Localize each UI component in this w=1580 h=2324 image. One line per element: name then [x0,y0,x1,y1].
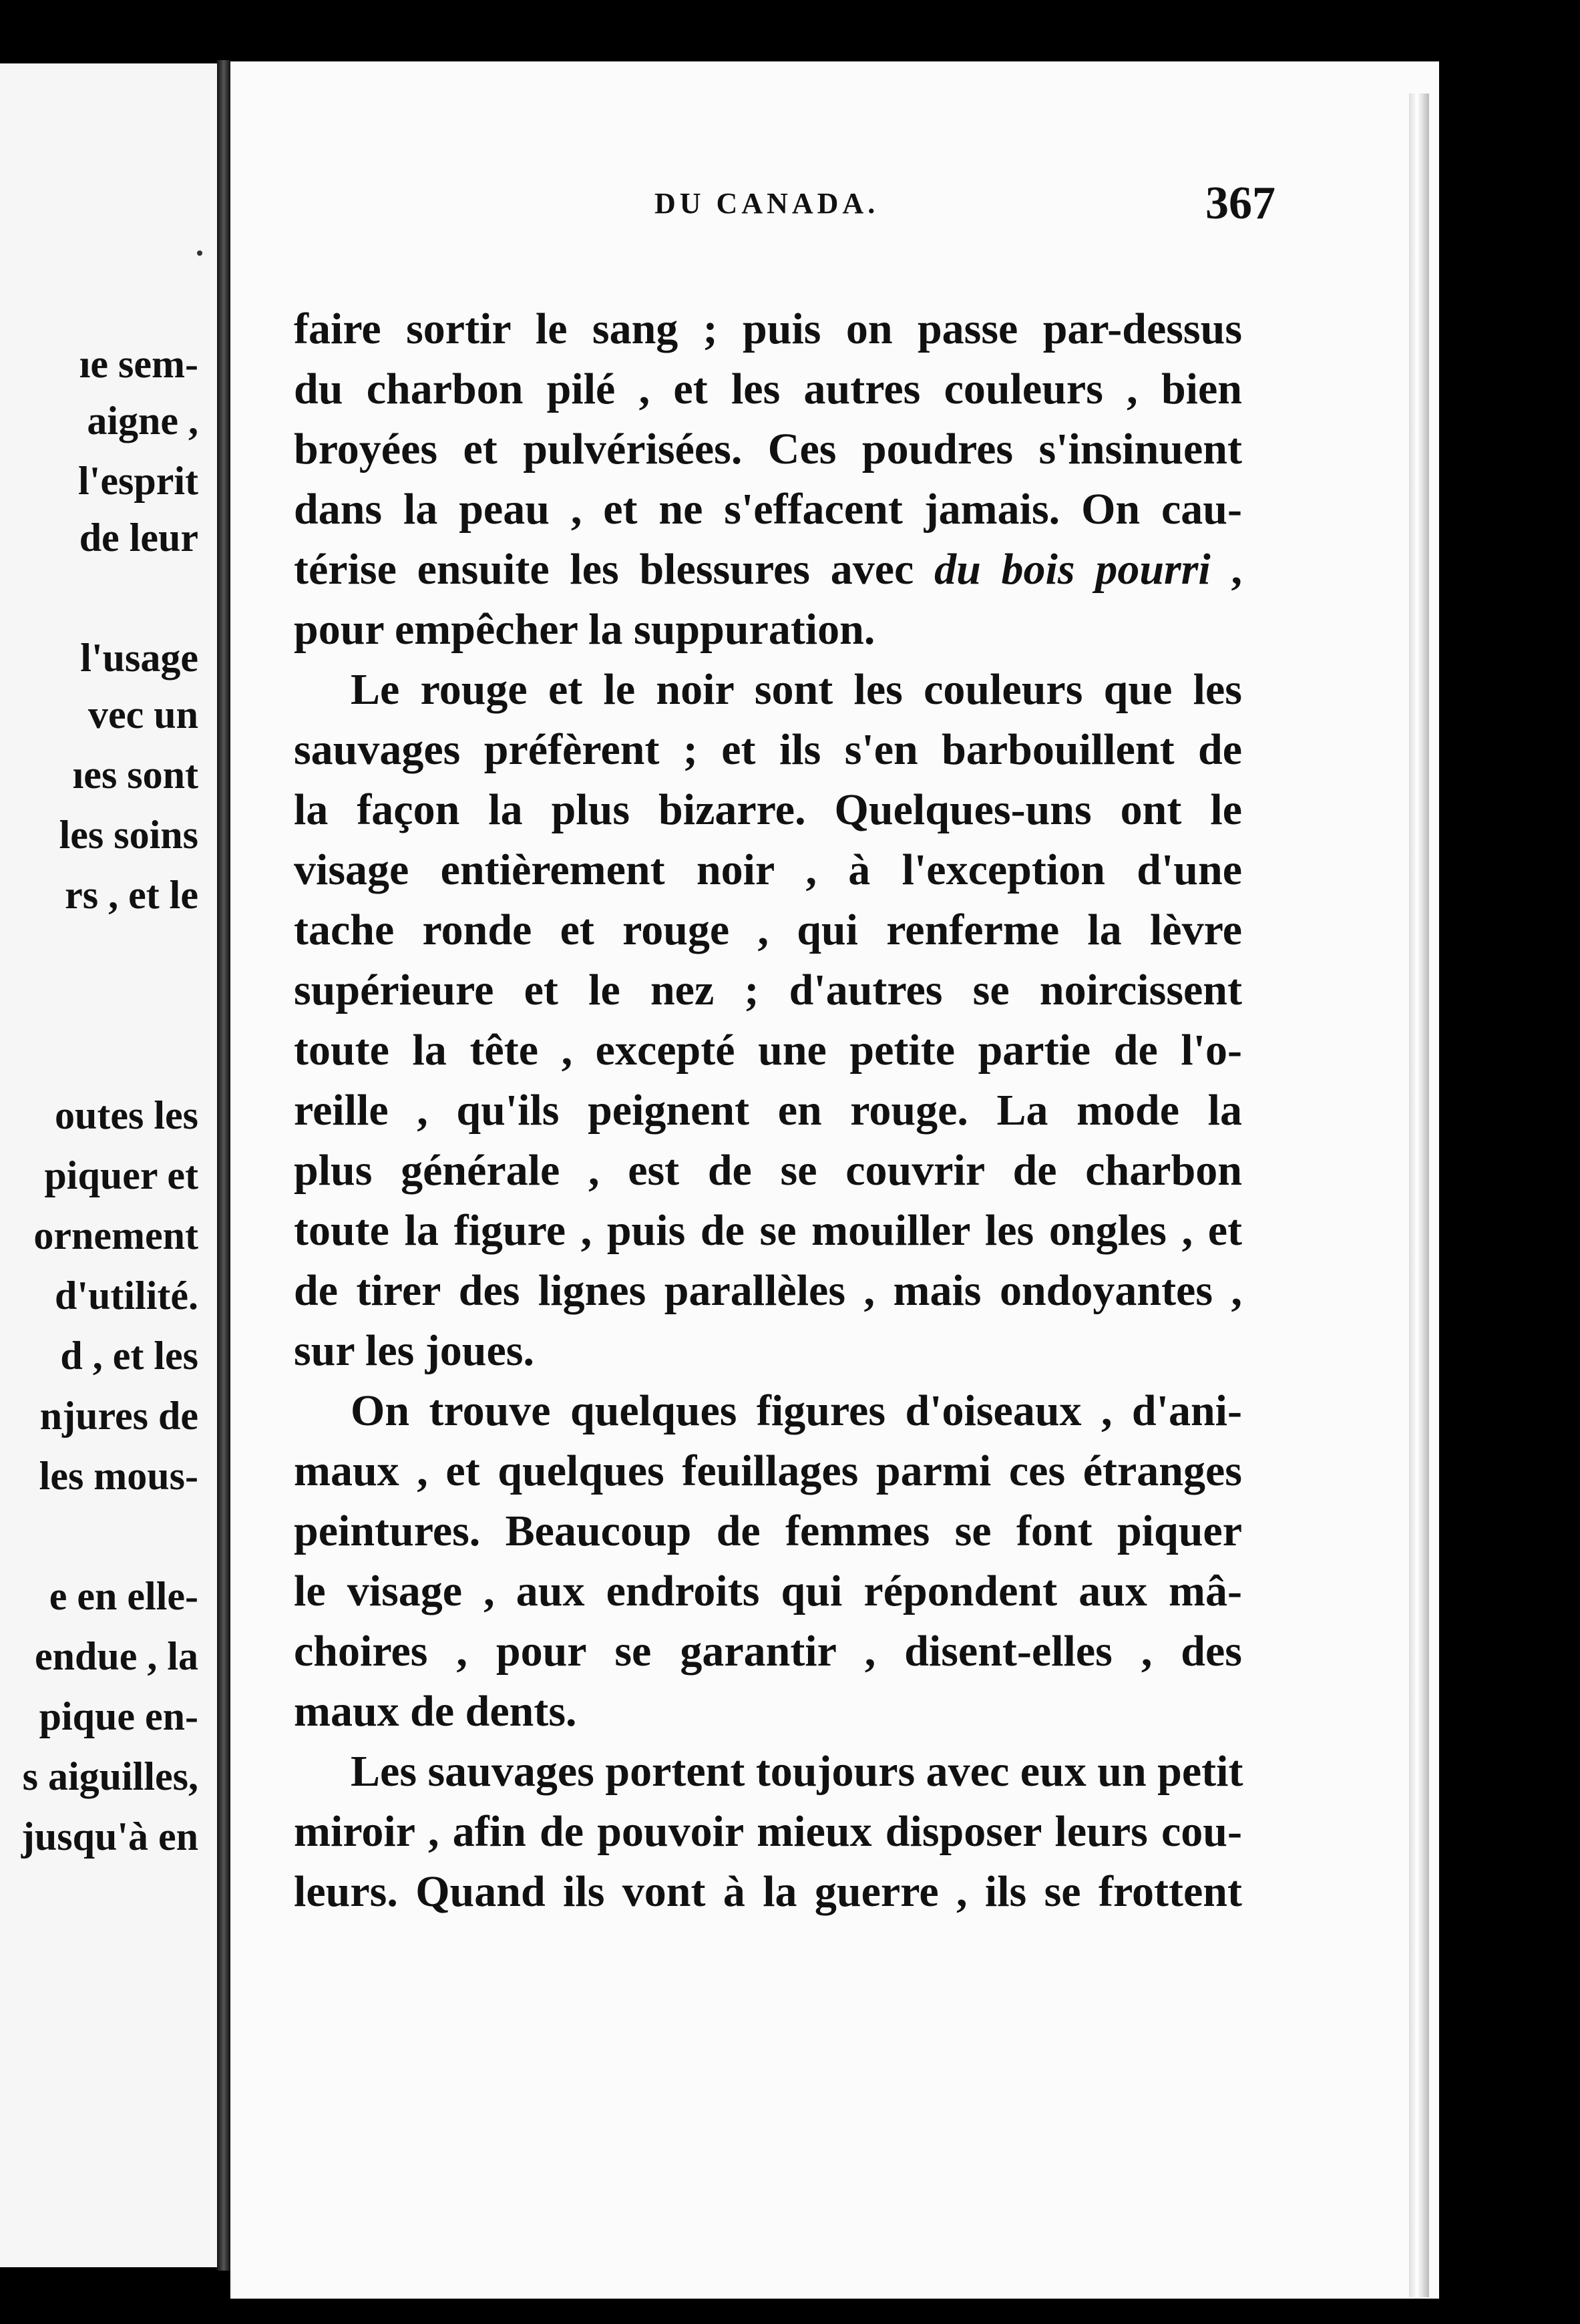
facing-line: l'usage [80,636,198,680]
text-line: plus générale , est de se couvrir de charbon [294,1146,1242,1195]
text-line: reille , qu'ils peignent en rouge. La mode la [294,1086,1242,1135]
text-line: visage entièrement noir , à l'exception d'une [294,845,1242,894]
facing-line: outes les [55,1093,198,1137]
text-line: sur les joues. [294,1326,534,1375]
text-line: pour empêcher la suppuration. [294,605,875,654]
text-line: dans la peau , et ne s'effacent jamais. On cau- [294,485,1242,534]
text-line: broyées et pulvérisées. Ces poudres s'insinuent [294,425,1242,473]
text-line: de tirer des lignes parallèles , mais ondoyantes , [294,1266,1242,1315]
running-title: DU CANADA. [654,187,879,220]
facing-line: ornement [33,1213,198,1257]
paragraph-first-line: Les sauvages portent toujours avec eux un petit [351,1747,1243,1796]
facing-page-fragment [0,63,217,2267]
facing-line: d'utilité. [54,1274,198,1318]
text-line: maux de dents. [294,1687,577,1736]
text-line: faire sortir le sang ; puis on passe par-dessus [294,305,1242,353]
facing-line: les soins [59,813,198,857]
facing-line: pique en- [39,1694,198,1738]
text-segment: , [1210,545,1243,594]
text-line: choires , pour se garantir , disent-elles , des [294,1627,1242,1676]
running-header [427,177,1275,237]
facing-line: l'esprit [78,459,198,503]
paragraph-first-line: On trouve quelques figures d'oiseaux , d'ani- [351,1386,1242,1435]
text-line-with-italic [294,540,1242,600]
page-edge [1409,93,1429,2297]
text-segment: térise ensuite les blessures avec [294,545,914,594]
ink-dot [197,250,202,256]
facing-line: rs , et le [65,873,198,917]
text-line: supérieure et le nez ; d'autres se noircissent [294,966,1242,1014]
text-line: miroir , afin de pouvoir mieux disposer leurs cou- [294,1807,1242,1856]
facing-line: de leur [79,516,198,560]
page-body [294,299,1242,1922]
facing-line: s aiguilles, [22,1754,198,1798]
text-line: sauvages préfèrent ; et ils s'en barbouillent de [294,725,1242,774]
facing-line: vec un [88,693,198,737]
text-line: leurs. Quand ils vont à la guerre , ils se frottent [294,1867,1242,1916]
facing-line: les mous- [39,1454,198,1498]
facing-line: ıe sem- [79,342,198,386]
text-line: la façon la plus bizarre. Quelques-uns ont le [294,785,1242,834]
facing-line: endue , la [34,1634,198,1678]
text-line: toute la figure , puis de se mouiller les ongles , et [294,1206,1242,1255]
italic-phrase: du bois pourri [934,545,1211,594]
facing-line: d , et les [60,1334,198,1378]
facing-line: aigne , [87,399,198,443]
book-gutter [217,60,230,2271]
text-line: du charbon pilé , et les autres couleurs , bien [294,365,1242,413]
text-line: maux , et quelques feuillages parmi ces étranges [294,1446,1242,1495]
facing-line: piquer et [44,1153,198,1197]
facing-line: e en elle- [49,1574,198,1618]
facing-line: jusqu'à en [21,1814,198,1859]
facing-line: njures de [39,1394,198,1438]
facing-line: ıes sont [72,753,198,797]
text-line: toute la tête , excepté une petite partie de l'o- [294,1026,1242,1075]
text-line: tache ronde et rouge , qui renferme la lèvre [294,906,1242,954]
page-number: 367 [1205,178,1275,229]
text-line: le visage , aux endroits qui répondent aux mâ- [294,1567,1242,1615]
paragraph-first-line: Le rouge et le noir sont les couleurs que les [351,665,1242,714]
text-line: peintures. Beaucoup de femmes se font piquer [294,1507,1242,1555]
